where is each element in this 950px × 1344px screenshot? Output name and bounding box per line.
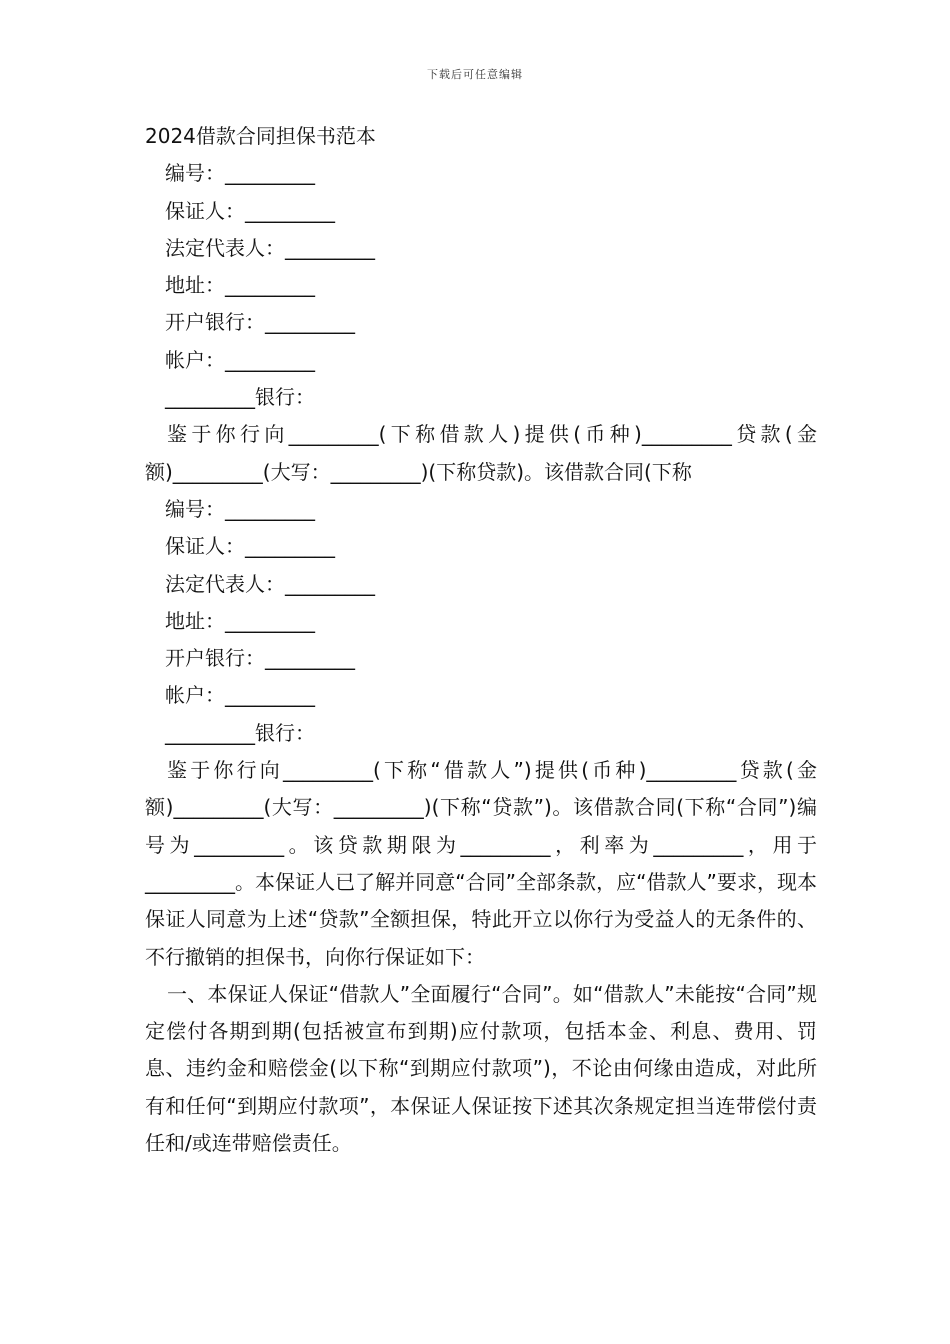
field-guarantor: 保证人：_________ — [165, 534, 335, 559]
field-guarantor: 保证人：_________ — [165, 198, 335, 223]
header-note: 下载后可任意编辑 — [427, 68, 523, 81]
document-body — [145, 118, 817, 1162]
document-title: 2024借款合同担保书范本 — [145, 124, 376, 148]
field-address: 地址：_________ — [165, 608, 315, 633]
clause-1: 一、本保证人保证“借款人”全面履行“合同”。如“借款人”未能按“合同”规定偿付各期到期(包括被宣布到期)应付款项，包括本金、利息、费用、罚息、违约金和赔偿金(以下称“到期应付款项”)，不论由何缘由造成，对此所有和任何“到期应付款项”，本保证人保证按下述其次条规定担当连带偿付责任和/或连带赔偿责任。 — [145, 981, 817, 1156]
field-account: 帐户：_________ — [165, 683, 315, 708]
recital-paragraph: 鉴于你行向_________(下称借款人)提供(币种)_________贷款(金额)_________(大写：_________)(下称贷款)。该借款合同(下称 — [145, 422, 817, 484]
field-legal-representative: 法定代表人：_________ — [165, 235, 375, 260]
recital-paragraph: 鉴于你行向_________(下称“借款人”)提供(币种)_________贷款(金额)_________(大写：_________)(下称“贷款”)。该借款合同(下称“合同”)编号为_________。该贷款期限为_________，利率为_________，用于_________。本保证人已了解并同意“合同”全部条款，应“借款人”要求，现本保证人同意为上述“贷款”全额担保，特此开立以你行为受益人的无条件的、不行撤销的担保书，向你行保证如下： — [145, 758, 817, 969]
field-address: 地址：_________ — [165, 273, 315, 298]
field-bank: 开户银行：_________ — [165, 646, 355, 671]
guarantor-block-2 — [145, 491, 817, 1162]
guarantor-block-1 — [145, 155, 817, 491]
field-account: 帐户：_________ — [165, 347, 315, 372]
field-bank: 开户银行：_________ — [165, 310, 355, 335]
field-addressee-bank: _________银行： — [165, 385, 315, 410]
field-number: 编号：_________ — [165, 496, 315, 521]
field-number: 编号：_________ — [165, 161, 315, 186]
field-legal-representative: 法定代表人：_________ — [165, 571, 375, 596]
field-addressee-bank: _________银行： — [165, 720, 315, 745]
